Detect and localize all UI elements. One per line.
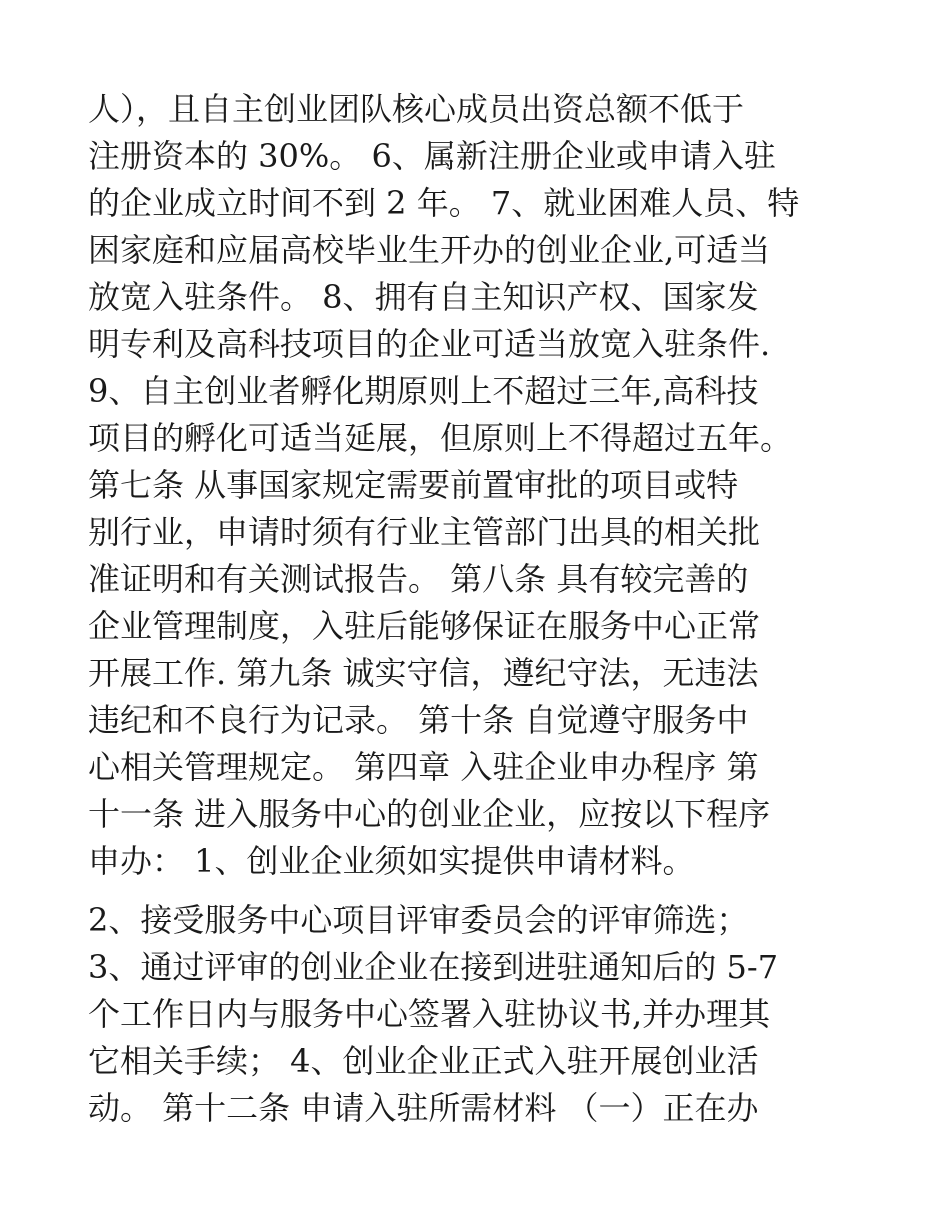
text-line: 开展工作. 第九条 诚实守信，遵纪守法，无违法: [88, 654, 759, 692]
text-line: 9、自主创业者孵化期原则上不超过三年,高科技: [88, 372, 759, 410]
text-line: 企业管理制度，入驻后能够保证在服务中心正常: [88, 607, 761, 645]
text-line: 它相关手续； 4、创业企业正式入驻开展创业活: [88, 1042, 759, 1080]
text-line: 心相关管理规定。 第四章 入驻企业申办程序 第: [88, 748, 759, 786]
text-line: 第七条 从事国家规定需要前置审批的项目或特: [88, 466, 739, 504]
text-line: 人），且自主创业团队核心成员出资总额不低于: [88, 90, 745, 128]
text-line: 困家庭和应届高校毕业生开办的创业企业,可适当: [88, 231, 771, 269]
text-line: 别行业，申请时须有行业主管部门出具的相关批: [88, 513, 761, 551]
text-line: 动。 第十二条 申请入驻所需材料 （一）正在办: [88, 1089, 759, 1127]
text-line: 违纪和不良行为记录。 第十条 自觉遵守服务中: [88, 701, 749, 739]
text-line: 准证明和有关测试报告。 第八条 具有较完善的: [88, 560, 749, 598]
paragraph-1: [88, 86, 868, 885]
text-line: 申办： 1、创业企业须如实提供申请材料。: [88, 842, 695, 880]
text-line: 注册资本的 30%。 6、属新注册企业或申请入驻: [88, 137, 776, 175]
text-line: 的企业成立时间不到 2 年。 7、就业困难人员、特: [88, 184, 800, 222]
text-line: 项目的孵化可适当延展，但原则上不得超过五年。: [88, 419, 793, 457]
paragraph-2: [88, 897, 868, 1132]
text-line: 放宽入驻条件。 8、拥有自主知识产权、国家发: [88, 278, 759, 316]
text-line: 2、接受服务中心项目评审委员会的评审筛选；: [88, 901, 749, 939]
text-line: 个工作日内与服务中心签署入驻协议书,并办理其: [88, 995, 771, 1033]
text-line: 十一条 进入服务中心的创业企业，应按以下程序: [88, 795, 771, 833]
text-line: 明专利及高科技项目的企业可适当放宽入驻条件.: [88, 325, 771, 363]
text-line: 3、通过评审的创业企业在接到进驻通知后的 5-7: [88, 948, 779, 986]
